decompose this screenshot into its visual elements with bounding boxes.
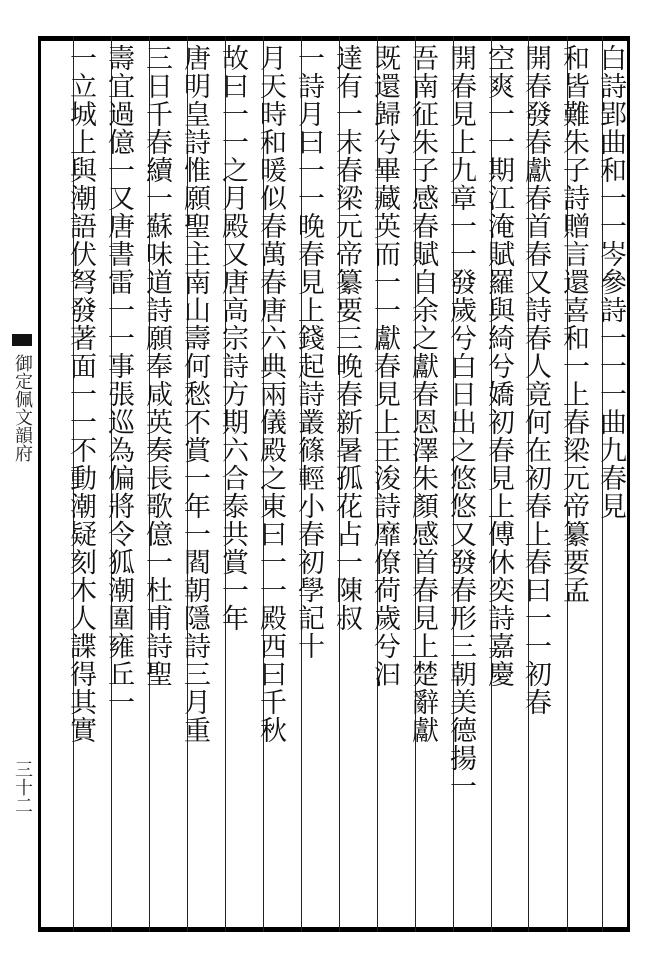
- text-column: 既還歸兮畢藏英而一一獻春見上王浚詩靡僚荷歲兮汩: [369, 44, 400, 688]
- text-column: 白詩郢曲和一一岑參詩一一一曲九春見: [595, 44, 626, 520]
- text-column: 和皆難朱子詩贈言還喜和一上春梁元帝纂要孟: [558, 44, 589, 604]
- text-column: 壽宜過億一又唐書雷一一事張巡為偏將令狐潮圍雍丘一: [103, 44, 134, 716]
- text-column: 空爽一一期江淹賦羅與綺兮嬌初春見上傅休奕詩嘉慶: [483, 44, 514, 688]
- fishtail-mark: [12, 334, 32, 346]
- text-column: 開春發春獻春首春又詩春人竟何在初春上春曰一一初春: [520, 44, 551, 716]
- text-column: 一詩月曰一一晚春見上錢起詩叢篠輕小春初學記十: [293, 44, 324, 660]
- text-column: 月天時和暖似春萬春唐六典兩儀殿之東曰一一殿西曰千秋: [255, 44, 286, 744]
- page-margin: [10, 44, 34, 924]
- book-title: 御定佩文韻府: [12, 354, 33, 462]
- text-column: 唐明皇詩惟願聖主南山壽何愁不賞一年一閻朝隱詩三月重: [179, 44, 210, 744]
- text-column: 開春見上九章一一發歲兮白日出之悠悠又發春形三朝美德揚一: [445, 44, 476, 800]
- text-column: 一立城上與潮語伏弩發著面一一不動潮疑刻木人諜得其實: [65, 44, 96, 744]
- text-column: 三日千春續一蘇味道詩願奉咸英奏長歌億一杜甫詩聖: [141, 44, 172, 688]
- text-column: 故曰一一之月殿又唐高宗詩方期六合泰共賞一年: [217, 44, 248, 632]
- folio-number: 三十二: [12, 760, 33, 814]
- text-column: 吾南征朱子感春賦自余之獻春恩澤朱顏感首春見上楚辭獻: [407, 44, 438, 744]
- text-column: 達有一末春梁元帝纂要三晚春新暑孤花占一陳叔: [331, 44, 362, 632]
